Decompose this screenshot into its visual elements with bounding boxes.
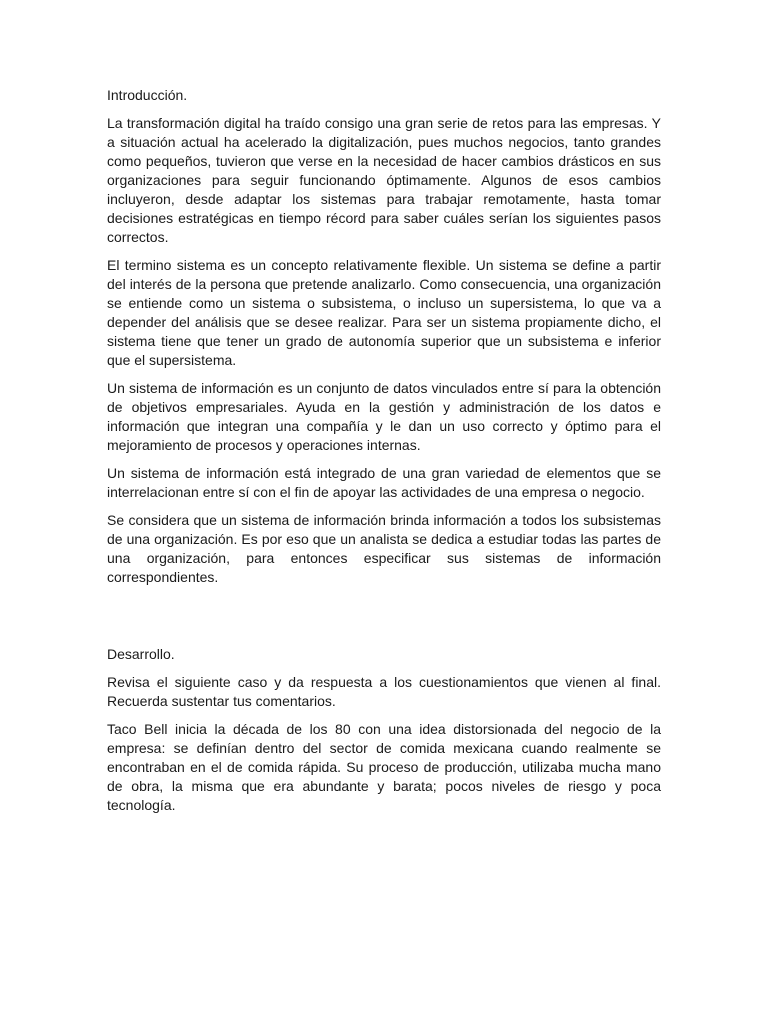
development-heading: Desarrollo. [107, 646, 175, 662]
intro-paragraph-1: La transformación digital ha traído consigo una gran serie de retos para las empresas. Y a situación actual ha acelerado la digitalización, pues muchos negocios, tanto grandes como pequeños, tuvieron que verse en la necesidad de hacer cambios drásticos en sus organizaciones para seguir funcionando óptimamente. Algunos de esos cambios incluyeron, desde adaptar los sistemas para trabajar remotamente, hasta tomar decisiones estratégicas en tiempo récord para saber cuáles serían los siguientes pasos correctos. [107, 115, 661, 245]
development-paragraph-2: Taco Bell inicia la década de los 80 con una idea distorsionada del negocio de la empresa: se definían dentro del sector de comida mexicana cuando realmente se encontraban en el de comida rápida. Su proceso de producción, utilizaba mucha mano de obra, la misma que era abundante y barata; pocos niveles de riesgo y poca tecnología. [107, 721, 661, 813]
intro-heading: Introducción. [107, 87, 188, 103]
section-spacer [107, 596, 661, 645]
intro-paragraph-4: Un sistema de información está integrado de una gran variedad de elementos que se interrelacionan entre sí con el fin de apoyar las actividades de una empresa o negocio. [107, 465, 661, 500]
development-paragraph-1: Revisa el siguiente caso y da respuesta a los cuestionamientos que vienen al final. Recuerda sustentar tus comentarios. [107, 674, 661, 709]
intro-paragraph-3: Un sistema de información es un conjunto de datos vinculados entre sí para la obtención de objetivos empresariales. Ayuda en la gestión y administración de los datos e información que integran una compañía y le dan un uso correcto y óptimo para el mejoramiento de procesos y operaciones internas. [107, 380, 661, 453]
intro-paragraph-5: Se considera que un sistema de información brinda información a todos los subsistemas de una organización. Es por eso que un analista se dedica a estudiar todas las partes de una organización, para entonces especificar sus sistemas de información correspondientes. [107, 512, 661, 585]
intro-paragraph-2: El termino sistema es un concepto relativamente flexible. Un sistema se define a partir del interés de la persona que pretende analizarlo. Como consecuencia, una organización se entiende como un sistema o subsistema, o incluso un supersistema, lo que va a depender del análisis que se desee realizar. Para ser un sistema propiamente dicho, el sistema tiene que tener un grado de autonomía superior que un subsistema e inferior que el supersistema. [107, 257, 661, 368]
document-page [107, 86, 661, 824]
